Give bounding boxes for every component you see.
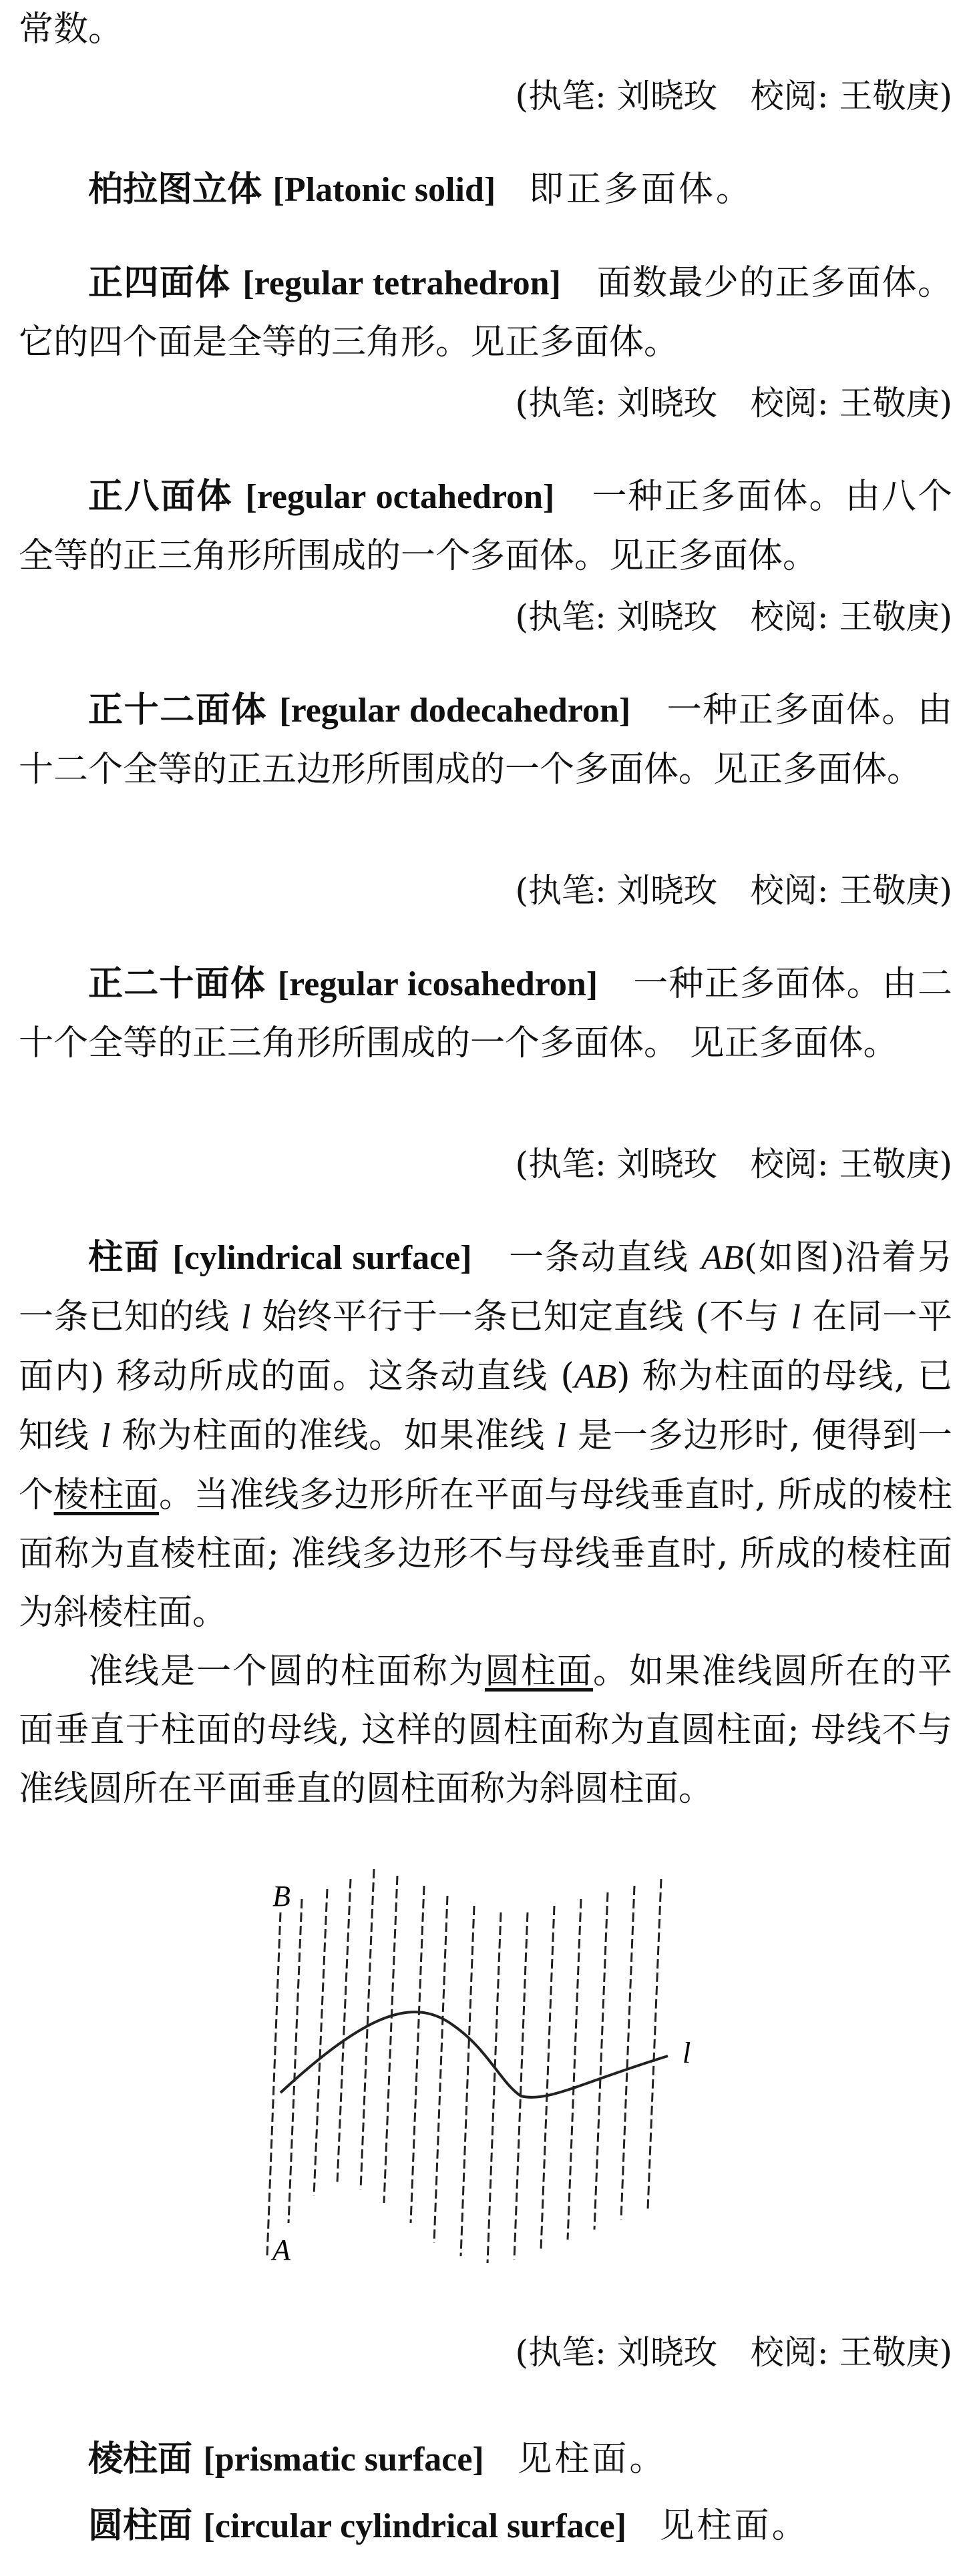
generator-line <box>314 1889 327 2196</box>
entry-english: [regular octahedron] <box>245 478 555 516</box>
generator-line <box>594 1892 608 2230</box>
generator-line <box>568 1899 581 2240</box>
entry-english: [regular tetrahedron] <box>242 264 561 302</box>
entry-definition: 即正多面体。 <box>528 170 753 210</box>
entry-english: [cylindrical surface] <box>172 1239 472 1277</box>
cylinder-paragraph-2 <box>19 1642 952 1818</box>
generator-line <box>461 1906 474 2256</box>
generator-line <box>337 1879 351 2183</box>
signature: (执笔: 刘晓玫 校阅: 王敬庚) <box>515 77 952 115</box>
entry-term: 棱柱面 <box>88 2439 193 2479</box>
generator-line <box>288 1899 302 2223</box>
entry-term: 柱面 <box>88 1238 160 1278</box>
entry-definition: 一种正多面体。由二十个全等的正三角形所围成的一个多面体。 见正多面体。 <box>19 964 953 1063</box>
generator-line <box>621 1886 634 2220</box>
math-l: l <box>791 1298 801 1336</box>
def-text: 。如果准线圆所在的平面垂直于柱面的母线, 这样的圆柱面称为直圆柱面; 母线不与准线圆所在平面垂直的圆柱面称为斜圆柱面。 <box>19 1651 952 1809</box>
label-l: l <box>683 2037 691 2069</box>
signature: (执笔: 刘晓玫 校阅: 王敬庚) <box>515 1145 952 1184</box>
math-ab: AB <box>701 1239 744 1277</box>
generator-line <box>541 1906 554 2250</box>
signature: (执笔: 刘晓玫 校阅: 王敬庚) <box>515 871 952 910</box>
math-ab: AB <box>574 1358 617 1396</box>
entry-english: [circular cylindrical surface] <box>203 2507 627 2545</box>
def-text: 始终平行于一条已知定直线 (不与 <box>250 1297 791 1337</box>
entry-term: 柏拉图立体 <box>88 170 262 210</box>
directrix-curve <box>280 2012 668 2097</box>
entry-english: [prismatic surface] <box>203 2440 484 2479</box>
entry-term: 正四面体 <box>88 263 231 303</box>
entry-regular-dodecahedron <box>19 681 952 799</box>
signature: (执笔: 刘晓玫 校阅: 王敬庚) <box>515 384 952 423</box>
entry-term: 正八面体 <box>88 477 233 517</box>
math-l: l <box>100 1417 111 1455</box>
entry-english: [regular icosahedron] <box>277 965 598 1003</box>
def-text: ) 称为柱面的母线, 已知线 <box>19 1356 952 1456</box>
entry-english: [Platonic solid] <box>272 171 496 209</box>
def-text: 。当准线多边形所在平面与母线垂直时, 所成的棱柱面称为直棱柱面; 准线多边形不与母线垂直时, 所成的棱柱面为斜棱柱面。 <box>19 1475 952 1633</box>
entry-definition: 一种正多面体。由八个全等的正三角形所围成的一个多面体。见正多面体。 <box>19 477 952 576</box>
entry-regular-tetrahedron <box>19 254 952 372</box>
def-text: 准线是一个圆的柱面称为 <box>88 1651 485 1692</box>
signature: (执笔: 刘晓玫 校阅: 王敬庚) <box>515 2333 952 2372</box>
entry-english: [regular dodecahedron] <box>279 692 631 730</box>
generator-line <box>488 1912 501 2263</box>
def-text: 一条动直线 <box>509 1238 702 1278</box>
math-l: l <box>556 1417 566 1455</box>
math-l: l <box>240 1298 251 1336</box>
entry-circular-cylindrical-surface <box>19 2497 952 2556</box>
entry-term: 圆柱面 <box>88 2506 193 2546</box>
link-circular-cylindrical-surface[interactable]: 圆柱面 <box>484 1651 593 1692</box>
entry-term: 正十二面体 <box>88 690 268 730</box>
link-prismatic-surface[interactable]: 棱柱面 <box>53 1475 159 1515</box>
generator-line <box>384 1876 397 2203</box>
generator-line <box>434 1896 447 2243</box>
entry-regular-icosahedron <box>19 955 952 1073</box>
generator-lines <box>267 1869 661 2263</box>
def-text: 称为柱面的准线。如果准线 <box>110 1416 557 1456</box>
entry-regular-octahedron <box>19 467 952 585</box>
signature: (执笔: 刘晓玫 校阅: 王敬庚) <box>515 597 952 636</box>
entry-prismatic-surface <box>19 2430 952 2489</box>
def-text: 在同一平面内) 移动所成的面。这条动直线 ( <box>19 1297 953 1396</box>
label-a: A <box>272 2234 290 2266</box>
generator-line <box>411 1886 424 2223</box>
generator-line <box>648 1879 661 2210</box>
cylindrical-surface-figure <box>254 1849 721 2290</box>
def-text: (如图)沿着另一条已知的线 <box>19 1238 953 1337</box>
generator-line <box>514 1912 528 2260</box>
continuation-text: 常数。 <box>19 9 124 49</box>
label-b: B <box>272 1880 290 1912</box>
def-text: 是一多边形时, 便得到一个 <box>19 1416 953 1515</box>
entry-definition: 一种正多面体。由十二个全等的正五边形所围成的一个多面体。见正多面体。 <box>19 690 952 790</box>
generator-line <box>267 1912 280 2256</box>
entry-definition: 面数最少的正多面体。它的四个面是全等的三角形。见正多面体。 <box>19 263 952 362</box>
entry-definition: 见柱面。 <box>517 2439 667 2479</box>
entry-cylindrical-surface <box>19 1228 952 1642</box>
entry-platonic-solid <box>19 160 952 220</box>
entry-term: 正二十面体 <box>88 964 266 1004</box>
entry-definition: 见柱面。 <box>659 2506 809 2546</box>
